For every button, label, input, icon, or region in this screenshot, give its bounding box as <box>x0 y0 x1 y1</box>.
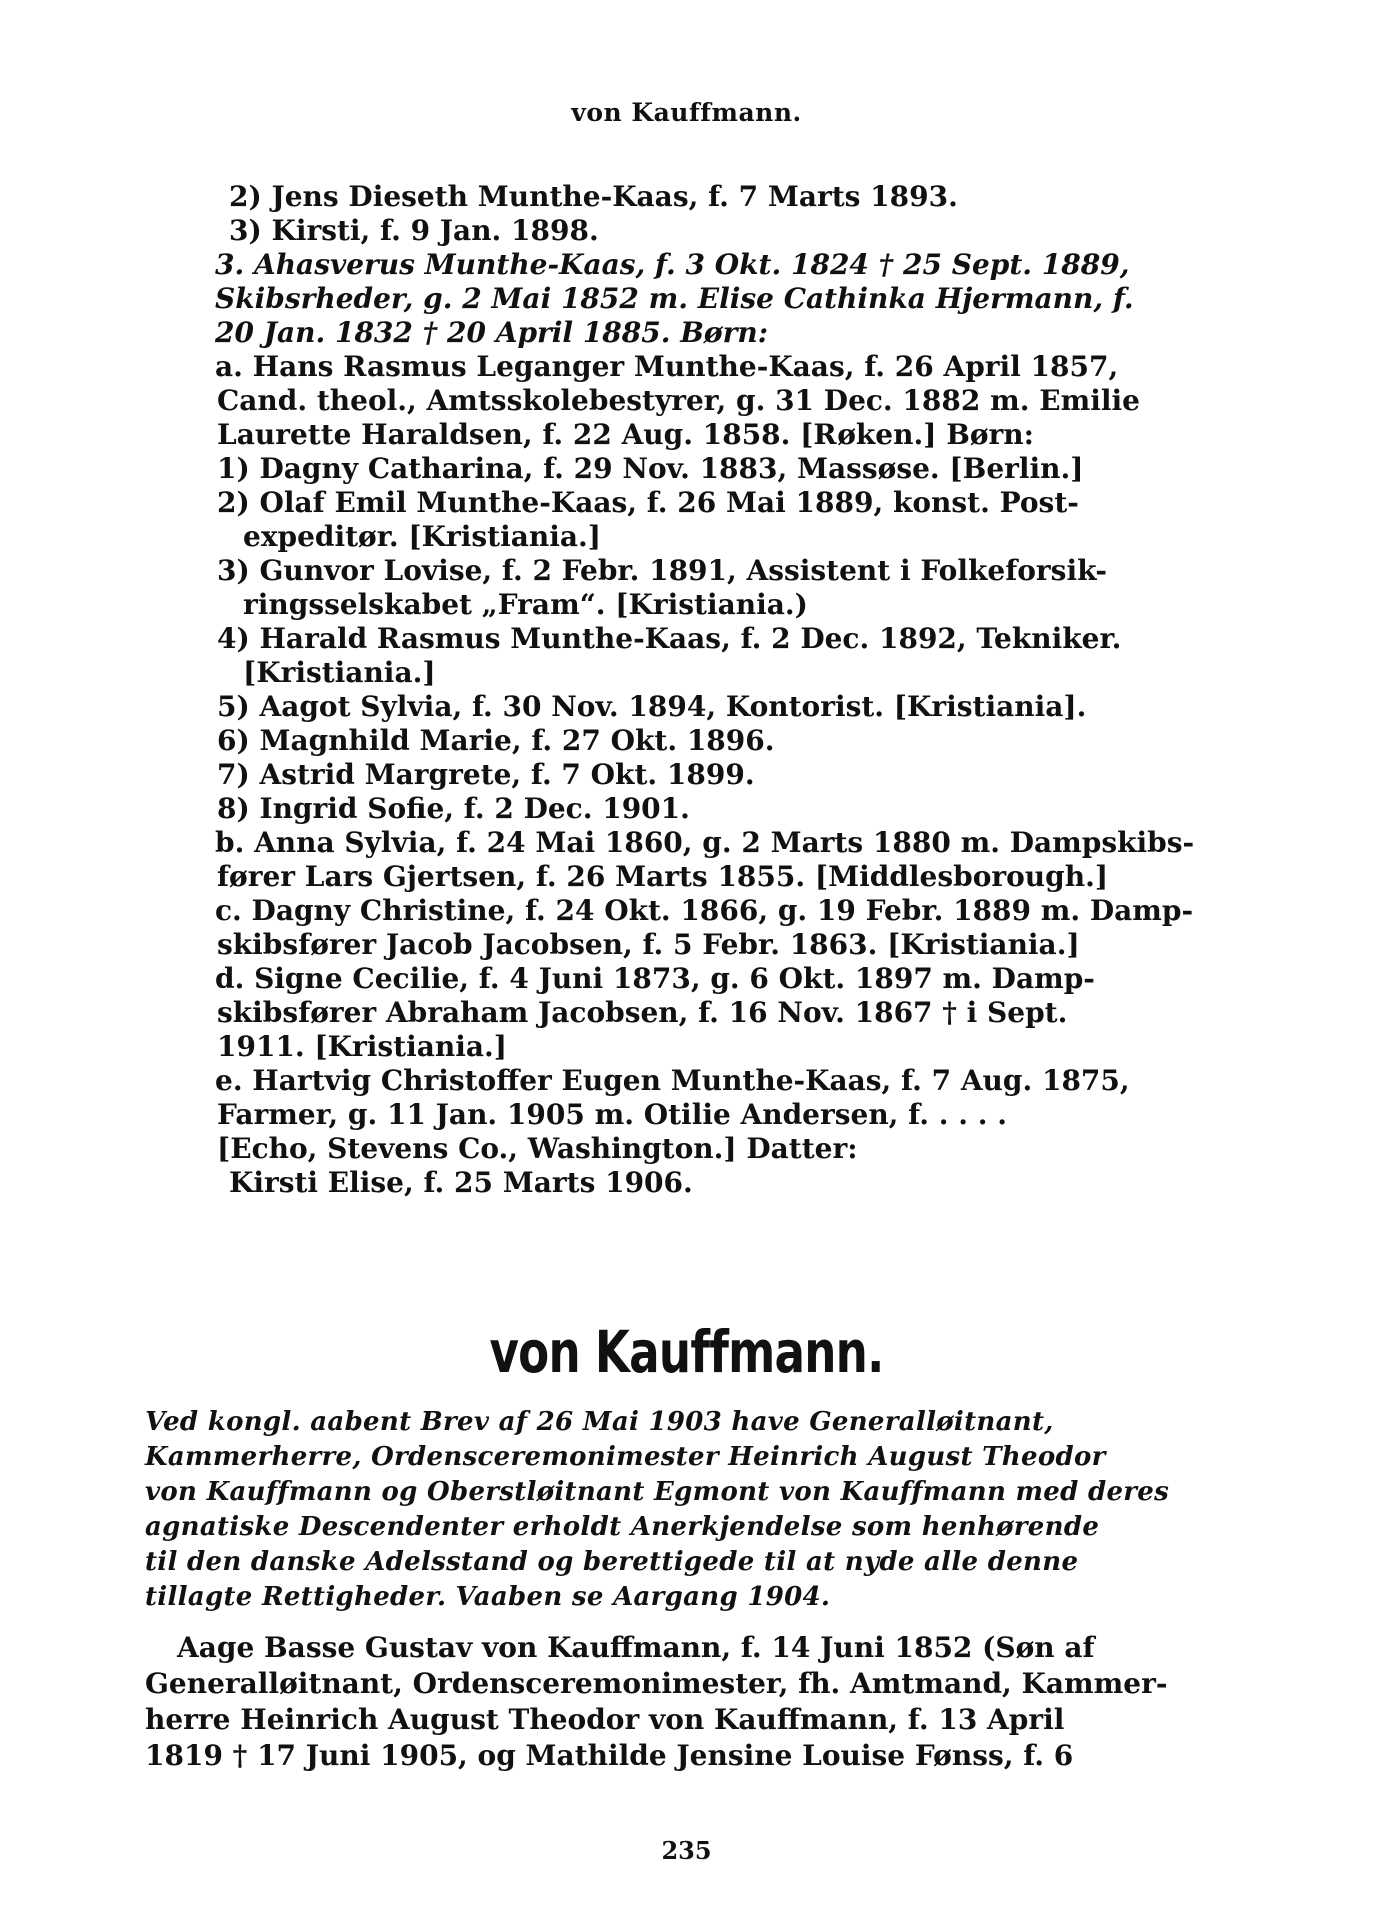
entry-line: Cand. theol., Amtsskolebestyrer, g. 31 Dec. 1882 m. Emilie <box>217 384 1140 417</box>
intro-line: von Kauffmann og Oberstløitnant Egmont von Kauffmann med deres <box>145 1477 1170 1507</box>
entry-line: Kirsti Elise, f. 25 Marts 1906. <box>229 1166 693 1199</box>
entry-line: 3) Kirsti, f. 9 Jan. 1898. <box>229 214 599 247</box>
entry-line: Farmer, g. 11 Jan. 1905 m. Otilie Andersen, f. . . . . <box>217 1098 1007 1131</box>
entry-line: [Kristiania.] <box>243 656 436 689</box>
intro-line: agnatiske Descendenter erholdt Anerkjendelse som henhørende <box>145 1512 1100 1542</box>
family-entry <box>145 1630 1220 1774</box>
entry-line: expeditør. [Kristiania.] <box>243 520 601 553</box>
section-title: von Kauffmann. <box>489 1318 884 1386</box>
intro-line: tillagte Rettigheder. Vaaben se Aargang 1904. <box>145 1582 831 1612</box>
entry-line: d. Signe Cecilie, f. 4 Juni 1873, g. 6 Okt. 1897 m. Damp- <box>215 962 1095 995</box>
entry-line: [Echo, Stevens Co., Washington.] Datter: <box>217 1132 858 1165</box>
intro-line: Ved kongl. aabent Brev af 26 Mai 1903 have Generalløitnant, <box>145 1407 1054 1437</box>
intro-line: Kammerherre, Ordensceremonimester Heinrich August Theodor <box>145 1442 1106 1472</box>
entry-line: 20 Jan. 1832 † 20 April 1885. Børn: <box>215 316 769 349</box>
entry-line: 2) Jens Dieseth Munthe-Kaas, f. 7 Marts 1893. <box>229 180 958 213</box>
entry-line: 1) Dagny Catharina, f. 29 Nov. 1883, Massøse. [Berlin.] <box>217 452 1084 485</box>
entry-line: 3) Gunvor Lovise, f. 2 Febr. 1891, Assistent i Folkeforsik- <box>217 554 1107 587</box>
genealogy-list <box>215 180 1215 1200</box>
entry-line: skibsfører Abraham Jacobsen, f. 16 Nov. 1867 † i Sept. <box>217 996 1068 1029</box>
entry-line: a. Hans Rasmus Leganger Munthe-Kaas, f. 26 April 1857, <box>215 350 1119 383</box>
entry-line: 3. Ahasverus Munthe-Kaas, f. 3 Okt. 1824 † 25 Sept. 1889, <box>215 248 1130 281</box>
page-number: 235 <box>661 1836 712 1865</box>
entry-line: 1819 † 17 Juni 1905, og Mathilde Jensine Louise Fønss, f. 6 <box>145 1739 1074 1772</box>
entry-line: Skibsrheder, g. 2 Mai 1852 m. Elise Cathinka Hjermann, f. <box>215 282 1134 315</box>
entry-line: b. Anna Sylvia, f. 24 Mai 1860, g. 2 Marts 1880 m. Dampskibs- <box>215 826 1195 859</box>
entry-line: 8) Ingrid Sofie, f. 2 Dec. 1901. <box>217 792 690 825</box>
entry-line: 4) Harald Rasmus Munthe-Kaas, f. 2 Dec. 1892, Tekniker. <box>217 622 1122 655</box>
section-intro <box>145 1405 1220 1615</box>
entry-line: 2) Olaf Emil Munthe-Kaas, f. 26 Mai 1889, konst. Post- <box>217 486 1079 519</box>
entry-line: ringsselskabet „Fram“. [Kristiania.) <box>243 588 808 621</box>
entry-line: herre Heinrich August Theodor von Kauffmann, f. 13 April <box>145 1703 1065 1736</box>
entry-line: 6) Magnhild Marie, f. 27 Okt. 1896. <box>217 724 775 757</box>
entry-line: 5) Aagot Sylvia, f. 30 Nov. 1894, Kontorist. [Kristiania]. <box>217 690 1087 723</box>
entry-line: Generalløitnant, Ordensceremonimester, fh. Amtmand, Kammer- <box>145 1667 1168 1700</box>
entry-line: 1911. [Kristiania.] <box>217 1030 508 1063</box>
entry-line: e. Hartvig Christoffer Eugen Munthe-Kaas, f. 7 Aug. 1875, <box>215 1064 1130 1097</box>
entry-line: Aage Basse Gustav von Kauffmann, f. 14 Juni 1852 (Søn af <box>177 1631 1095 1664</box>
entry-line: c. Dagny Christine, f. 24 Okt. 1866, g. 19 Febr. 1889 m. Damp- <box>215 894 1194 927</box>
intro-line: til den danske Adelsstand og berettigede til at nyde alle denne <box>145 1547 1079 1577</box>
entry-line: skibsfører Jacob Jacobsen, f. 5 Febr. 1863. [Kristiania.] <box>217 928 1080 961</box>
entry-line: Laurette Haraldsen, f. 22 Aug. 1858. [Røken.] Børn: <box>217 418 1034 451</box>
entry-line: 7) Astrid Margrete, f. 7 Okt. 1899. <box>217 758 755 791</box>
entry-line: fører Lars Gjertsen, f. 26 Marts 1855. [Middlesborough.] <box>217 860 1109 893</box>
running-header: von Kauffmann. <box>571 98 802 127</box>
